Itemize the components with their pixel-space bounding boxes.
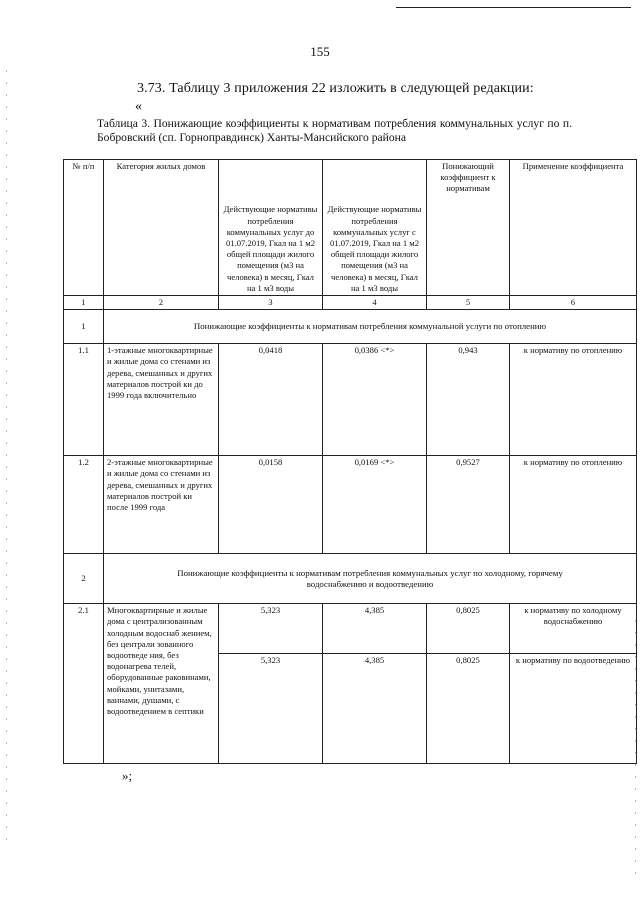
row-2-1-drain-application: к нормативу по водоотведению bbox=[510, 654, 637, 764]
row-1-1-coefficient: 0,943 bbox=[427, 344, 510, 456]
row-1-2-application: к нормативу по отоплению bbox=[510, 456, 637, 554]
row-1-1-norm-before: 0,0418 bbox=[219, 344, 323, 456]
col-number-5: 5 bbox=[427, 296, 510, 310]
header-num: № п/п bbox=[64, 160, 104, 296]
header-coefficient: Понижающий коэффициент к нормативам bbox=[427, 160, 510, 296]
header-row bbox=[64, 160, 637, 296]
row-2-1-drain-norm-before: 5,323 bbox=[219, 654, 323, 764]
row-2-1-cold-norm-after: 4,385 bbox=[323, 604, 427, 654]
row-2-1 bbox=[64, 604, 637, 654]
row-1-1-category: 1-этажные многоквартирные и жилые дома со стенами из дерева, смешанных и других материалов построй ки до 1999 года включительно bbox=[104, 344, 219, 456]
section-2-title: Понижающие коэффициенты к нормативам потребления коммунальных услуг по холодному, горячему водоснабжению и водоотведению bbox=[104, 554, 637, 604]
amendment-heading: 3.73. Таблицу 3 приложения 22 изложить в следующей редакции: bbox=[137, 81, 534, 96]
header-norm-after: Действующие нормативы потребления коммунальных услуг с 01.07.2019, Гкал на 1 м2 общей площади жилого помещения (м3 на человека) в месяц, Гкал на 1 м3 воды bbox=[323, 160, 427, 296]
section-1-row bbox=[64, 310, 637, 344]
row-1-2-norm-before: 0,0158 bbox=[219, 456, 323, 554]
section-1-num: 1 bbox=[64, 310, 104, 344]
row-2-1-drain-norm-after: 4,385 bbox=[323, 654, 427, 764]
col-number-3: 3 bbox=[219, 296, 323, 310]
header-norm-before: Действующие нормативы потребления коммунальных услуг до 01.07.2019, Гкал на 1 м2 общей площади жилого помещения (м3 на человека) в месяц, Гкал на 1 м3 воды bbox=[219, 160, 323, 296]
top-rule bbox=[396, 7, 631, 8]
row-2-1-cold-norm-before: 5,323 bbox=[219, 604, 323, 654]
row-2-1-num: 2.1 bbox=[64, 604, 104, 764]
row-2-1-category: Многоквартирные и жилые дома с централизованным холодным водоснаб жением, без централи зованного водоотведе ния, без водонагрева телей, оборудованные раковинами, мойками, унитазами, ваннами, душами, с водоотведением в септики bbox=[104, 604, 219, 764]
row-2-1-drain-coefficient: 0,8025 bbox=[427, 654, 510, 764]
row-1-1 bbox=[64, 344, 637, 456]
row-1-1-application: к нормативу по отоплению bbox=[510, 344, 637, 456]
col-number-2: 2 bbox=[104, 296, 219, 310]
row-1-2-num: 1.2 bbox=[64, 456, 104, 554]
column-numbers-row bbox=[64, 296, 637, 310]
col-number-4: 4 bbox=[323, 296, 427, 310]
coefficients-table bbox=[63, 159, 637, 764]
row-2-1-cold-application: к нормативу по холодному водоснабжению bbox=[510, 604, 637, 654]
col-number-1: 1 bbox=[64, 296, 104, 310]
section-1-title: Понижающие коэффициенты к нормативам потребления коммунальной услуги по отоплению bbox=[104, 310, 637, 344]
row-1-2-coefficient: 0,9527 bbox=[427, 456, 510, 554]
section-2-num: 2 bbox=[64, 554, 104, 604]
header-category: Категория жилых домов bbox=[104, 160, 219, 296]
row-1-1-num: 1.1 bbox=[64, 344, 104, 456]
header-application: Применение коэффициента bbox=[510, 160, 637, 296]
row-1-2 bbox=[64, 456, 637, 554]
col-number-6: 6 bbox=[510, 296, 637, 310]
table-caption: Таблица 3. Понижающие коэффициенты к нормативам потребления коммунальных услуг по п. Бобровский (сп. Горноправдинск) Ханты-Мансийского района bbox=[97, 117, 572, 144]
row-1-1-norm-after: 0,0386 <*> bbox=[323, 344, 427, 456]
closing-quote: »; bbox=[122, 768, 133, 783]
row-1-2-norm-after: 0,0169 <*> bbox=[323, 456, 427, 554]
row-1-2-category: 2-этажные многоквартирные и жилые дома со стенами из дерева, смешанных и других материалов построй ки после 1999 года bbox=[104, 456, 219, 554]
page-number: 155 bbox=[310, 44, 330, 59]
section-2-row bbox=[64, 554, 637, 604]
row-2-1-cold-coefficient: 0,8025 bbox=[427, 604, 510, 654]
opening-quote: « bbox=[135, 99, 142, 114]
left-margin-marks bbox=[6, 70, 7, 850]
